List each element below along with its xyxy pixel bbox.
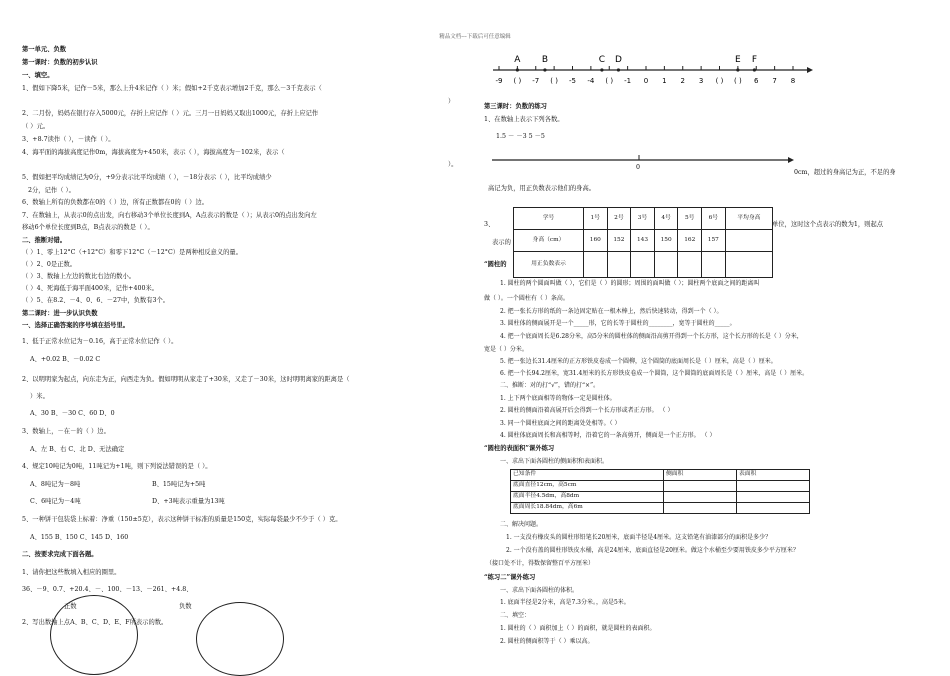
choice-4-option-b: B、15吨记为+5吨: [152, 481, 206, 488]
height-cell: 157: [702, 230, 726, 252]
choice-5-options: A、155 B、150 C、145 D、160: [30, 534, 129, 541]
choice-1-options: A、+0.02 B、－0.02 C: [30, 356, 101, 363]
number-line-tick-label: 7: [772, 77, 777, 85]
surface-cell: [664, 503, 737, 514]
positive-circle: [50, 595, 138, 675]
surface-row: [511, 503, 810, 514]
height-table: [513, 207, 773, 278]
height-col-avg: 平均身高: [725, 208, 772, 230]
choice-1: 1、低于正常水位记为－0.16，高于正常水位记作（ ）。: [22, 338, 178, 345]
surface-col-given: 已知条件: [511, 470, 664, 481]
number-line-point: [736, 68, 739, 71]
negative-label: 负数: [179, 603, 192, 610]
surface-problem-2-note: （接口处不计，得数保留整百平方厘米）: [486, 560, 595, 567]
r-question-2a: 0cm，超过的身高记为正，不足的身: [794, 169, 896, 176]
cyl-fill-4: 4. 把一个底面周长是6.28分米，高5分米的圆柱体的侧面沿高剪开得到一个长方形，这个长方形的长是（ ）分米，: [500, 333, 803, 340]
judge-4: （ ）4、死海低于海平面400米，记作+400米。: [22, 285, 159, 292]
number-line-tick-label: -9: [495, 77, 503, 85]
height-col-2: 2号: [607, 208, 631, 230]
surface-problem-1: 1. 一支没有橡皮头的圆柱形铅笔长20厘米，底面半径是4厘米。这支铅笔有油漆部分的面积是多少？: [506, 534, 772, 541]
number-line-point: [600, 68, 603, 71]
height-col-1: 1号: [583, 208, 607, 230]
height-cell: 160: [583, 230, 607, 252]
surface-cell: [664, 481, 737, 492]
number-line-tick-label: -1: [624, 77, 632, 85]
task-1-numbers: 36、－9、0.7、+20.4、－、100、－13、－261、+4.8、: [22, 586, 193, 593]
cyl-fill-6: 6. 把一个长94.2厘米，宽31.4厘米的长方形铁皮卷成一个圆筒，这个圆筒的底面周长是（ ）厘米，高是（ ）厘米。: [500, 370, 809, 377]
choice-2-cont: ）米。: [30, 393, 49, 400]
practice2-q1a: 1. 底面半径是2分米，高是7.3分米。，高是5米。: [500, 599, 630, 606]
height-table-header-row: [514, 208, 773, 230]
section-choice-title: 一、选择正确答案的序号填在括号里。: [22, 322, 130, 329]
surface-cell: [737, 481, 810, 492]
surface-table: [510, 469, 810, 514]
number-line-point: [543, 68, 546, 71]
height-cell: 152: [607, 230, 631, 252]
unit-title: 第一单元、负数: [22, 46, 67, 53]
surface-row: [511, 492, 810, 503]
cyl-judge-title: 二、推断：对的打“√”，错的打“×”。: [500, 382, 600, 389]
surface-problem-2: 2. 一个没有盖的圆柱形铁皮水桶，高是24厘米，底面直径是20厘米。做这个水桶至少要用铁皮多少平方厘米？: [506, 547, 799, 554]
q5-cont: 2分，记作（ ）。: [28, 187, 75, 194]
number-line-tick-label: ( ): [513, 77, 522, 85]
cyl-fill-2: 2. 把一张长方形的纸的一条边固定贴在一根木棒上，然后快速转动，得到一个（ ）。: [500, 308, 723, 315]
number-line-tick-label: ( ): [734, 77, 742, 85]
number-line-point-label: C: [598, 55, 606, 65]
section-judge-title: 二、推断对错。: [22, 237, 67, 244]
number-line-point: [753, 68, 756, 71]
cylinder-title: “圆柱的: [484, 261, 507, 268]
signed-cell: [583, 252, 607, 278]
lesson2-title: 第二课时：进一步认识负数: [22, 310, 98, 317]
section-tasks-title: 二、按要求完成下面各题。: [22, 551, 98, 558]
cyl-fill-5: 5. 把一张边长31.4厘米的正方形铁皮卷成一个圆柳，这个圆筒的底面周长是（ ）厘米，高是（ ）厘米。: [500, 358, 777, 365]
r-question-1: 1、在数轴上表示下列各数。: [484, 116, 564, 123]
signed-cell: [607, 252, 631, 278]
choice-4-option-d: D、+3吨表示重量为13吨: [152, 498, 225, 505]
signed-cell: [631, 252, 655, 278]
judge-3: （ ）3、数轴上左边的数比右边的数小。: [22, 273, 136, 280]
r-question-3b: 单位，这时这个点表示的数为1，则起点: [772, 221, 884, 228]
surface-cell: [664, 492, 737, 503]
cyl-judge-2: 2. 圆柱的侧面沿着高展开后会得到一个长方形或者正方形。 （ ）: [500, 407, 674, 414]
choice-4-option-c: C、6吨记为－4吨: [30, 498, 81, 505]
height-cell: 162: [678, 230, 702, 252]
judge-5: （ ）5、在8.2、－4、0、6、－27中，负数有3个。: [22, 297, 170, 304]
judge-1: （ ）1、零上12°C（+12°C）和零下12°C（－12°C）是两种相反意义的量。: [22, 249, 243, 256]
number-line-tick-label: ( ): [715, 77, 724, 85]
practice2-q2a: 1. 圆柱的（ ）面积加上（ ）的面积，就是圆柱的表面积。: [500, 625, 656, 632]
cyl-fill-1: 1. 圆柱的两个圆面叫做（ ），它们是（ ）的圆形；周围的面叫做（ ）；圆柱两个底面之间的距离叫: [500, 280, 760, 287]
choice-3: 3、数轴上，－在－的（ ）边。: [22, 428, 110, 435]
surface-row: [511, 481, 810, 492]
number-line-point-label: A: [514, 55, 521, 65]
choice-4: 4、规定10吨记为0吨，11吨记为+1吨，则下列说法错误的是（ ）。: [22, 463, 212, 470]
q7: 7、在数轴上，从表示0的点出发，向右移动3个单位长度到A，A点表示的数是（ ）；从表示0的点出发向左: [22, 212, 317, 219]
height-col-4: 4号: [654, 208, 678, 230]
height-col-id: 学号: [514, 208, 584, 230]
surface-header-row: [511, 470, 810, 481]
cyl-judge-1: 1. 上下两个底面相等的物体一定是圆柱体。: [500, 395, 616, 402]
number-line-point-label: B: [541, 55, 549, 65]
number-line-point: [516, 68, 519, 71]
r-number-line-zero: 0: [636, 164, 641, 171]
cyl-judge-3: 3. 同一个圆柱底面之间的距离处处相等。（ ）: [500, 420, 621, 427]
number-line-tick-label: 8: [790, 77, 796, 85]
number-line-point-label: D: [614, 55, 622, 65]
task-1: 1、请你把这些数填入相应的圈里。: [22, 569, 121, 576]
surface-q2: 二、解决问题。: [500, 521, 543, 528]
surface-col-total: 表面积: [737, 470, 810, 481]
number-line-point-label: E: [735, 55, 741, 65]
page-header: 精品文档---下载后可任意编辑: [439, 34, 511, 40]
cyl-fill-3: 3. 圆柱体的侧面展开是一个_____形，它的长等于圆柱的________，宽等于圆柱的_____。: [500, 320, 736, 327]
blank-number-line-arrow: [788, 157, 794, 163]
r-question-3a: 3、: [484, 221, 495, 228]
number-line-tick-label: -7: [532, 77, 540, 85]
lesson1-title: 第一课时：负数的初步认识: [22, 59, 98, 66]
number-line-point: [617, 68, 620, 71]
r-question-1-numbers: 1.5 － －3 5 －5: [496, 133, 545, 140]
number-line-tick-label: 1: [662, 77, 667, 85]
q7-cont: 移动6个单位长度到B点，B点表示的数是（ ）。: [22, 224, 154, 231]
number-line-tick-label: 0: [643, 77, 649, 85]
signed-cell: [654, 252, 678, 278]
lesson3-title: 第三课时：负数的练习: [484, 103, 547, 110]
q2-cont: （ ）元。: [22, 123, 50, 130]
q1: 1、假如下降5米，记作－5米，那么上升4米记作（ ）米；假如+2千克表示增加2千克，那么－3千克表示（: [22, 85, 322, 92]
q5: 5、假如把平均成绩记为0分，+9分表示比平均成绩（ ），－18分表示（ ），比平均成绩少: [22, 174, 272, 181]
section-fill-title: 一、填空。: [22, 72, 54, 79]
practice2-title: “练习二”课外练习: [484, 574, 536, 581]
surface-condition: 底面半径4.5dm，高8dm: [511, 492, 664, 503]
choice-2-options: A、30 B、－30 C、60 D、0: [30, 410, 115, 417]
number-line-tick-label: 3: [698, 77, 704, 85]
choice-3-options: A、左 B、右 C、北 D、无法确定: [30, 446, 125, 453]
q2: 2、二月份，妈妈在银行存入5000元，存折上应记作（ ）元。三月一日妈妈又取出1000元，存折上应记作: [22, 110, 319, 117]
height-col-5: 5号: [678, 208, 702, 230]
q3: 3、+8.7读作（ ），－读作（ ）。: [22, 136, 115, 143]
q6: 6、数轴上所有的负数都在0的（ ）边，所有正数都在0的（ ）边。: [22, 199, 209, 206]
signed-row: [514, 252, 773, 278]
task-2: 2、写出数轴上点A、B、C、D、E、F所表示的数。: [22, 619, 168, 626]
choice-5: 5、一种饼干包装袋上标着：净重（150±5克），表示这种饼干标准的质量是150克，实际每袋最少不少于（ ）克。: [22, 516, 342, 523]
signed-cell: [678, 252, 702, 278]
number-line-point-label: F: [751, 55, 758, 65]
surface-title: “圆柱的表面积”课外练习: [484, 445, 555, 452]
height-col-3: 3号: [631, 208, 655, 230]
signed-cell: [702, 252, 726, 278]
number-line-tick-label: -5: [569, 77, 576, 85]
height-cell: [725, 230, 772, 252]
practice2-q2: 二、填空：: [500, 612, 531, 619]
cyl-fill-1-cont: 做（ ）。一个圆柱有（ ）条高。: [484, 295, 569, 302]
choice-4-option-a: A、8吨记为－8吨: [30, 481, 81, 488]
number-line-tick-label: ( ): [550, 77, 558, 85]
judge-2: （ ）2、0是正数。: [22, 261, 77, 268]
cyl-fill-4-cont: 宽是（ ）分米。: [484, 346, 528, 353]
surface-condition: 底面周长18.84dm，高6m: [511, 503, 664, 514]
number-line-tick-label: 2: [680, 77, 685, 85]
height-cell: 143: [631, 230, 655, 252]
q4-cont: ）。: [448, 161, 458, 168]
blank-number-line: [488, 150, 798, 170]
q1-cont: ）: [448, 98, 455, 105]
height-row-label: 身高（cm）: [514, 230, 584, 252]
q4: 4、海平面的海拔高度记作0m，海拔高度为+450米，表示（ ），海拔高度为－102米，表示（: [22, 149, 285, 156]
cyl-judge-4: 4. 圆柱体底面周长和高相等时，沿着它的一条高剪开，侧面是一个正方形。 （ ）: [500, 432, 716, 439]
number-line-tick-label: -4: [587, 77, 595, 85]
number-line-tick-label: 6: [754, 77, 759, 85]
choice-2: 2、以明明家为起点，向东走为正，向西走为负。假如明明从家走了+30米，又走了－30米，这时明明离家的距离是（: [22, 376, 350, 383]
surface-cell: [737, 492, 810, 503]
r-question-2b: 高记为负，用正负数表示他们的身高。: [488, 185, 596, 192]
surface-q1: 一、求出下面各圆柱的侧面积和表面积。: [500, 458, 609, 465]
number-line-tick-label: ( ): [605, 77, 614, 85]
height-col-6: 6号: [702, 208, 726, 230]
positive-label: 正数: [64, 603, 77, 610]
surface-cell: [737, 503, 810, 514]
signed-cell: [725, 252, 772, 278]
signed-row-label: 用正负数表示: [514, 252, 584, 278]
surface-condition: 底面直径12cm，高5cm: [511, 481, 664, 492]
negative-circle: [196, 602, 284, 676]
surface-col-lateral: 侧面积: [664, 470, 737, 481]
r-question-3c: 表示的: [492, 239, 511, 246]
number-line-arrow: [807, 67, 813, 73]
height-cell: 150: [654, 230, 678, 252]
height-row: [514, 230, 773, 252]
number-line: [485, 50, 815, 92]
practice2-q2b: 2. 圆柱的侧面积等于（ ）乘以高。: [500, 638, 594, 645]
practice2-q1: 一、求出下面各圆柱的体积。: [500, 587, 579, 594]
